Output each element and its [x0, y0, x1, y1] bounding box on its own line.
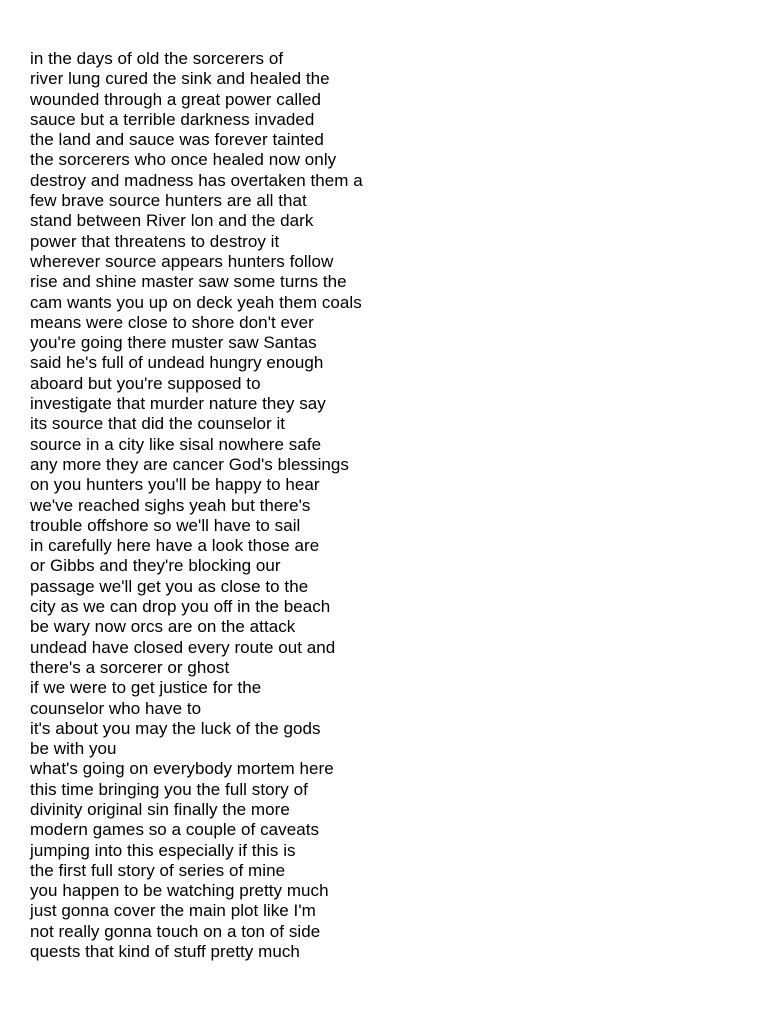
transcript-line: wounded through a great power called	[30, 89, 321, 109]
transcript-line: be with you	[30, 739, 117, 759]
transcript-line: counselor who have to	[30, 698, 202, 718]
transcript-line: source in a city like sisal nowhere safe	[30, 434, 322, 454]
transcript-line: the first full story of series of mine	[30, 860, 286, 880]
transcript-line: what's going on everybody mortem here	[30, 759, 334, 779]
transcript-line: be wary now orcs are on the attack	[30, 617, 296, 637]
transcript-line: you happen to be watching pretty much	[30, 881, 329, 901]
transcript-line: quests that kind of stuff pretty much	[30, 942, 300, 962]
transcript-line: in carefully here have a look those are	[30, 536, 320, 556]
transcript-line: or Gibbs and they're blocking our	[30, 556, 281, 576]
transcript-line: any more they are cancer God's blessings	[30, 454, 349, 474]
transcript-line: sauce but a terrible darkness invaded	[30, 109, 315, 129]
transcript-line: modern games so a couple of caveats	[30, 820, 320, 840]
transcript-line: river lung cured the sink and healed the	[30, 69, 330, 89]
transcript-line: stand between River lon and the dark	[30, 211, 314, 231]
transcript-line: jumping into this especially if this is	[30, 840, 296, 860]
transcript-line: rise and shine master saw some turns the	[30, 272, 347, 292]
transcript-line: just gonna cover the main plot like I'm	[30, 901, 316, 921]
transcript-line: there's a sorcerer or ghost	[30, 657, 230, 677]
transcript-line: we've reached sighs yeah but there's	[30, 495, 311, 515]
transcript-line: the land and sauce was forever tainted	[30, 130, 324, 150]
transcript-line: few brave source hunters are all that	[30, 191, 307, 211]
transcript-line: undead have closed every route out and	[30, 637, 336, 657]
transcript-line: wherever source appears hunters follow	[30, 251, 334, 271]
transcript-line: the sorcerers who once healed now only	[30, 150, 337, 170]
transcript-line: city as we can drop you off in the beach	[30, 597, 331, 617]
transcript-line: not really gonna touch on a ton of side	[30, 921, 321, 941]
transcript-line: trouble offshore so we'll have to sail	[30, 515, 301, 535]
transcript-line: its source that did the counselor it	[30, 414, 286, 434]
transcript-line: means were close to shore don't ever	[30, 312, 314, 332]
transcript-line: cam wants you up on deck yeah them coals	[30, 292, 362, 312]
transcript-line: investigate that murder nature they say	[30, 394, 326, 414]
transcript-line: it's about you may the luck of the gods	[30, 718, 321, 738]
transcript-line: passage we'll get you as close to the	[30, 576, 309, 596]
transcript-line: aboard but you're supposed to	[30, 373, 261, 393]
transcript-line: you're going there muster saw Santas	[30, 333, 317, 353]
transcript-line: in the days of old the sorcerers of	[30, 49, 284, 68]
transcript-line: if we were to get justice for the	[30, 678, 262, 698]
transcript-line: divinity original sin finally the more	[30, 799, 290, 819]
transcript-text	[30, 49, 750, 962]
transcript-line: said he's full of undead hungry enough	[30, 353, 324, 373]
transcript-line: on you hunters you'll be happy to hear	[30, 475, 320, 495]
transcript-line: this time bringing you the full story of	[30, 779, 308, 799]
transcript-line: destroy and madness has overtaken them a	[30, 170, 363, 190]
transcript-line: power that threatens to destroy it	[30, 231, 280, 251]
